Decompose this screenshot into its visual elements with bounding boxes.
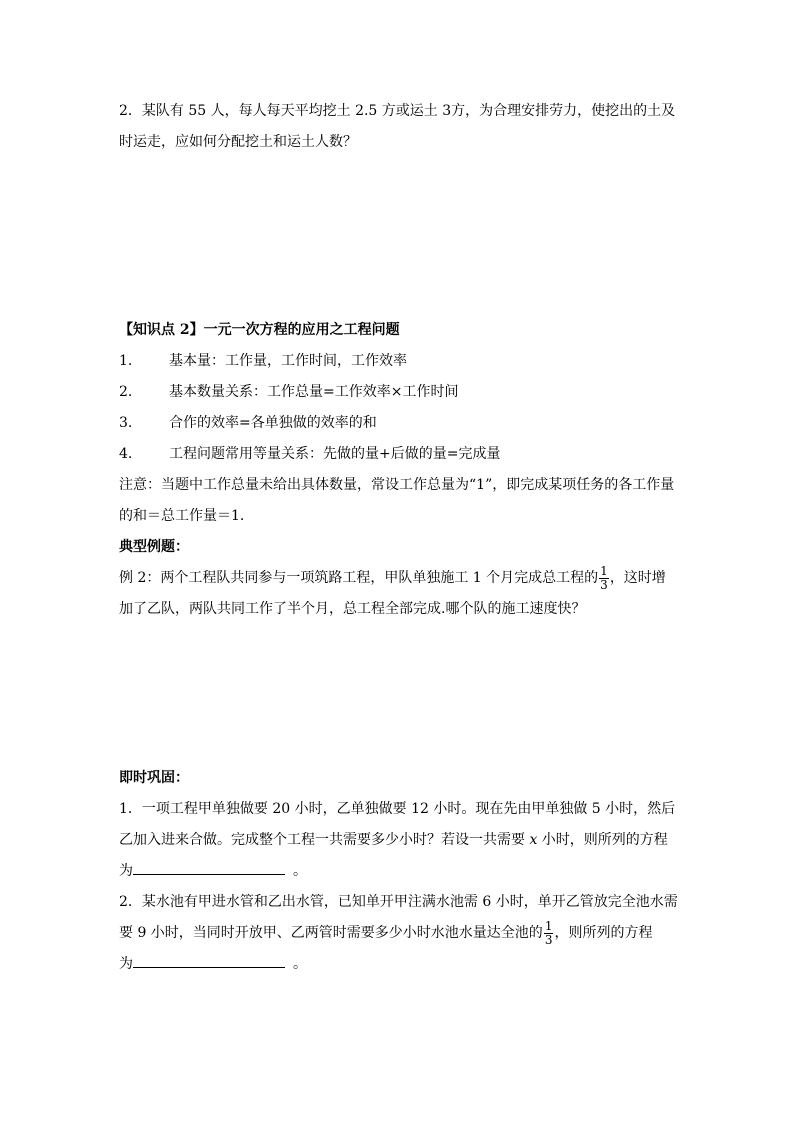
- list-item: 2. 基本数量关系：工作总量=工作效率×工作时间: [119, 384, 459, 400]
- practice-section: [119, 763, 679, 980]
- section-title: 【知识点 2】一元一次方程的应用之工程问题: [119, 322, 400, 338]
- question-2-text: 2．某队有 55 人，每人每天平均挖土 2.5 方或运土 3方，为合理安排劳力，使挖出的土及时运走，应如何分配挖土和运土人数？: [119, 103, 676, 150]
- fraction-one-third: $\frac{1}{3}$: [600, 563, 608, 592]
- answer-blank-1[interactable]: [133, 860, 285, 875]
- example-2-text: 例 2：两个工程队共同参与一项筑路工程，甲队单独施工 1 个月完成总工程的 $\frac{1}{3}$ ，这时增加了乙队，两队共同工作了半个月，总工程全部完成.哪个队的施工速度快？: [119, 563, 666, 617]
- fraction-one-third: $\frac{1}{3}$: [544, 918, 553, 947]
- list-item: 1. 基本量：工作量，工作时间，工作效率: [119, 353, 407, 369]
- knowledge-list: [119, 346, 679, 470]
- example-heading: 典型例题：: [119, 539, 189, 555]
- practice-question-1: 1．一项工程甲单独做要 20 小时，乙单独做要 12 小时。现在先由甲单独做 5 小时，然后乙加入进来合做。完成整个工程一共需要多少小时？若设一共需要 x 小时，则所列的方程 为 。: [119, 801, 676, 879]
- knowledge-point-section: [119, 315, 679, 625]
- list-item: 3. 合作的效率=各单独做的效率的和: [119, 415, 377, 431]
- note-text: 注意：当题中工作总量未给出具体数量，常设工作总量为“1”，即完成某项任务的各工作量的和＝总工作量＝1.: [119, 477, 675, 524]
- answer-blank-2[interactable]: [133, 953, 285, 968]
- practice-heading: 即时巩固：: [119, 770, 189, 786]
- practice-question-2: 2．某水池有甲进水管和乙出水管，已知单开甲注满水池需 6 小时，单开乙管放完全池水需要 9 小时，当同时开放甲、乙两管时需要多少小时水池水量达全池的 $\frac{1}{3}$ ，则所列的方程 为 。: [119, 894, 678, 972]
- question-2-block: [119, 96, 679, 158]
- list-item: 4. 工程问题常用等量关系：先做的量+后做的量=完成量: [119, 446, 501, 462]
